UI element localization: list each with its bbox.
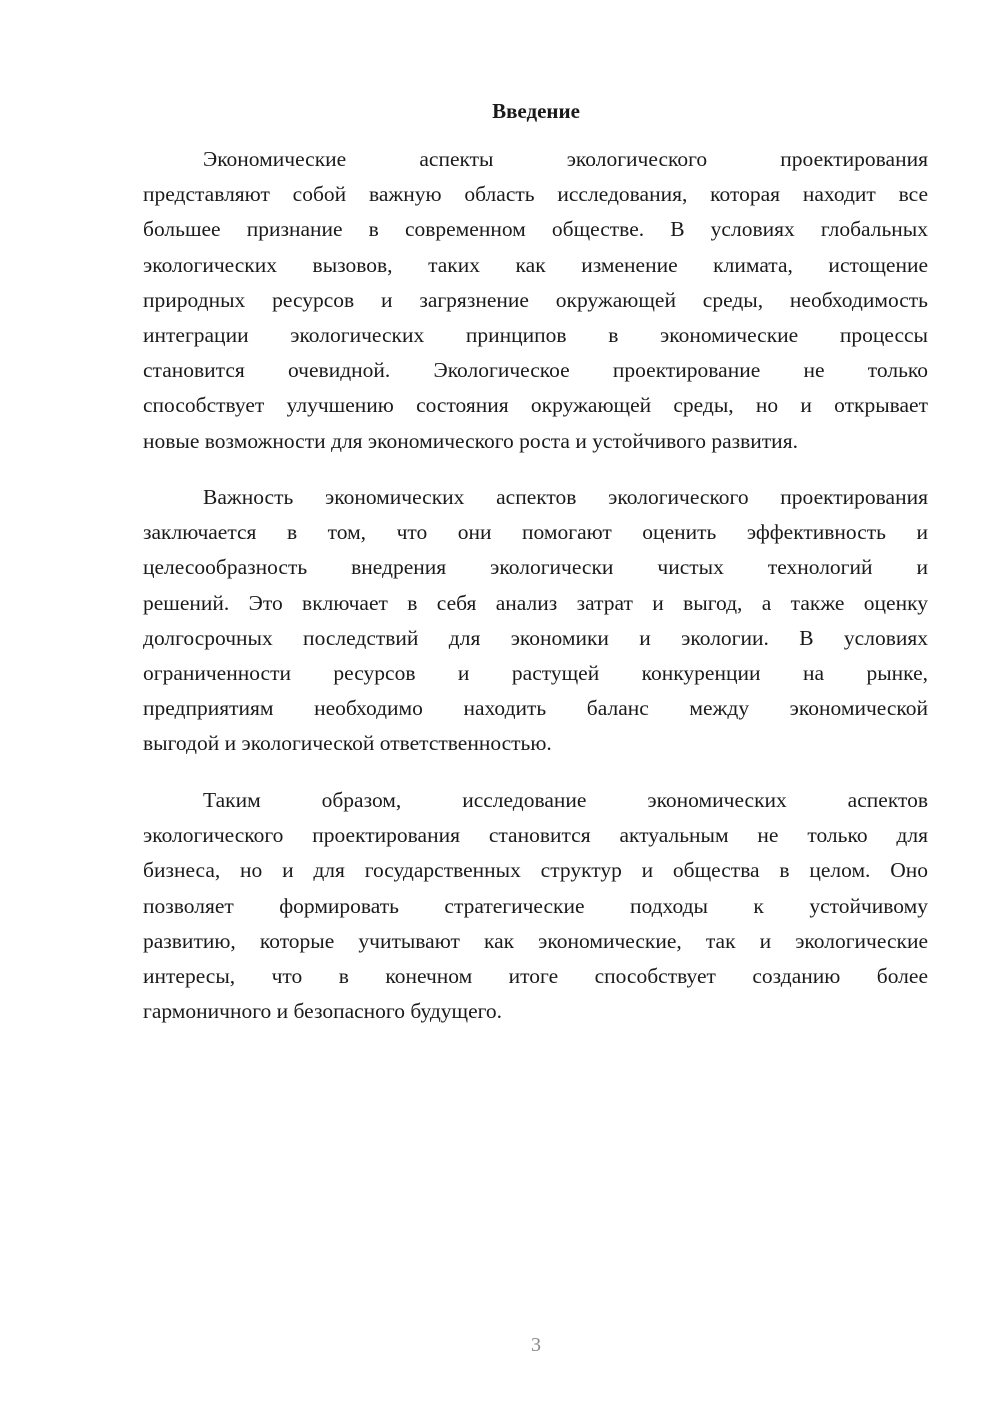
text-line: экологического проектирования становится актуальным не только для	[143, 823, 928, 848]
paragraph-1	[143, 142, 928, 459]
section-heading: Введение	[492, 99, 580, 123]
text-line: новые возможности для экономического роста и устойчивого развития.	[143, 428, 798, 453]
text-line: природных ресурсов и загрязнение окружающей среды, необходимость	[143, 287, 928, 312]
text-line: Таким образом, исследование экономических аспектов	[203, 788, 928, 812]
text-line: способствует улучшению состояния окружающей среды, но и открывает	[143, 393, 928, 418]
text-line: экологических вызовов, таких как изменение климата, истощение	[143, 252, 928, 277]
text-line: становится очевидной. Экологическое проектирование не только	[143, 358, 928, 383]
text-line: интеграции экологических принципов в экономические процессы	[143, 322, 928, 347]
text-line: целесообразность внедрения экологически чистых технологий и	[143, 555, 928, 580]
text-line: позволяет формировать стратегические подходы к устойчивому	[143, 893, 928, 918]
text-line: представляют собой важную область исследования, которая находит все	[143, 182, 928, 207]
paragraph-2	[143, 480, 928, 762]
text-line: развитию, которые учитывают как экономические, так и экологические	[143, 928, 928, 953]
paragraph-3	[143, 783, 928, 1029]
page-number: 3	[531, 1334, 541, 1356]
text-line: ограниченности ресурсов и растущей конкуренции на рынке,	[143, 660, 928, 685]
text-line: Экономические аспекты экологического проектирования	[203, 147, 928, 171]
text-line: долгосрочных последствий для экономики и экологии. В условиях	[143, 625, 928, 650]
text-line: бизнеса, но и для государственных структур и общества в целом. Оно	[143, 858, 928, 883]
text-line: выгодой и экологической ответственностью.	[143, 731, 552, 756]
text-line: интересы, что в конечном итоге способствует созданию более	[143, 963, 928, 988]
text-line: гармоничного и безопасного будущего.	[143, 999, 503, 1024]
text-line: решений. Это включает в себя анализ затрат и выгод, а также оценку	[143, 590, 928, 615]
text-line: большее признание в современном обществе. В условиях глобальных	[143, 217, 928, 242]
text-line: Важность экономических аспектов экологического проектирования	[203, 485, 928, 509]
text-line: заключается в том, что они помогают оценить эффективность и	[143, 520, 928, 545]
text-line: предприятиям необходимо находить баланс между экономической	[143, 696, 928, 721]
